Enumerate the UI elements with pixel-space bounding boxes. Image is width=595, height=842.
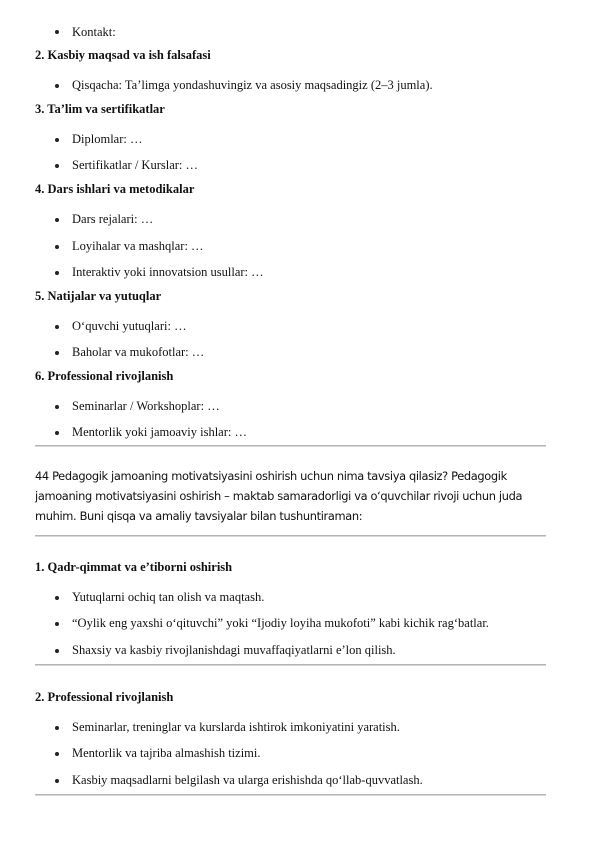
list-item: Seminarlar / Workshoplar: … — [72, 399, 220, 413]
bullet — [55, 164, 59, 168]
section-heading: 2. Kasbiy maqsad va ish falsafasi — [35, 48, 211, 62]
list-item: Kasbiy maqsadlarni belgilash va ularga erishishda qo‘llab-quvvatlash. — [72, 773, 423, 787]
bullet — [55, 218, 59, 222]
list-item: O‘quvchi yutuqlari: … — [72, 319, 187, 333]
list-item: Shaxsiy va kasbiy rivojlanishdagi muvaffaqiyatlarni e’lon qilish. — [72, 643, 396, 657]
section-heading: 1. Qadr-qimmat va e’tiborni oshirish — [35, 560, 233, 574]
bullet — [55, 30, 59, 34]
bullet — [55, 84, 59, 88]
list-item: Yutuqlarni ochiq tan olish va maqtash. — [72, 590, 265, 604]
bullet — [55, 138, 59, 142]
list-item: Dars rejalari: … — [72, 212, 154, 226]
question-line: muhim. Buni qisqa va amaliy tavsiyalar bilan tushuntiraman: — [35, 509, 363, 523]
question-line: 44 Pedagogik jamoaning motivatsiyasini oshirish uchun nima tavsiya qilasiz? Pedagogik — [35, 469, 507, 483]
list-item: Baholar va mukofotlar: … — [72, 345, 205, 359]
bullet — [55, 431, 59, 435]
bullet — [55, 325, 59, 329]
divider — [35, 445, 546, 447]
section-heading: 6. Professional rivojlanish — [35, 369, 174, 383]
bullet — [55, 405, 59, 409]
list-item: “Oylik eng yaxshi o‘qituvchi” yoki “Ijodiy loyiha mukofoti” kabi kichik rag‘batlar. — [72, 616, 489, 630]
bullet — [55, 649, 59, 653]
bullet — [55, 245, 59, 249]
bullet — [55, 779, 59, 783]
section-heading: 4. Dars ishlari va metodikalar — [35, 182, 195, 196]
list-item: Qisqacha: Ta’limga yondashuvingiz va asosiy maqsadingiz (2–3 jumla). — [72, 78, 433, 92]
bullet — [55, 726, 59, 730]
list-item: Loyihalar va mashqlar: … — [72, 239, 204, 253]
section-heading: 2. Professional rivojlanish — [35, 690, 174, 704]
section-heading: 3. Ta’lim va sertifikatlar — [35, 102, 165, 116]
bullet — [55, 622, 59, 626]
section-heading: 5. Natijalar va yutuqlar — [35, 289, 162, 303]
list-item: Diplomlar: … — [72, 132, 143, 146]
list-item: Interaktiv yoki innovatsion usullar: … — [72, 265, 264, 279]
bullet — [55, 752, 59, 756]
divider — [35, 794, 546, 796]
bullet — [55, 596, 59, 600]
list-item: Kontakt: — [72, 25, 116, 39]
list-item: Mentorlik yoki jamoaviy ishlar: … — [72, 425, 247, 439]
list-item: Seminarlar, treninglar va kurslarda ishtirok imkoniyatini yaratish. — [72, 720, 400, 734]
divider — [35, 535, 546, 537]
question-line: jamoaning motivatsiyasini oshirish – maktab samaradorligi va o‘quvchilar rivoji uchun juda — [35, 489, 523, 503]
list-item: Mentorlik va tajriba almashish tizimi. — [72, 746, 261, 760]
bullet — [55, 351, 59, 355]
divider — [35, 664, 546, 666]
list-item: Sertifikatlar / Kurslar: … — [72, 158, 199, 172]
bullet — [55, 271, 59, 275]
